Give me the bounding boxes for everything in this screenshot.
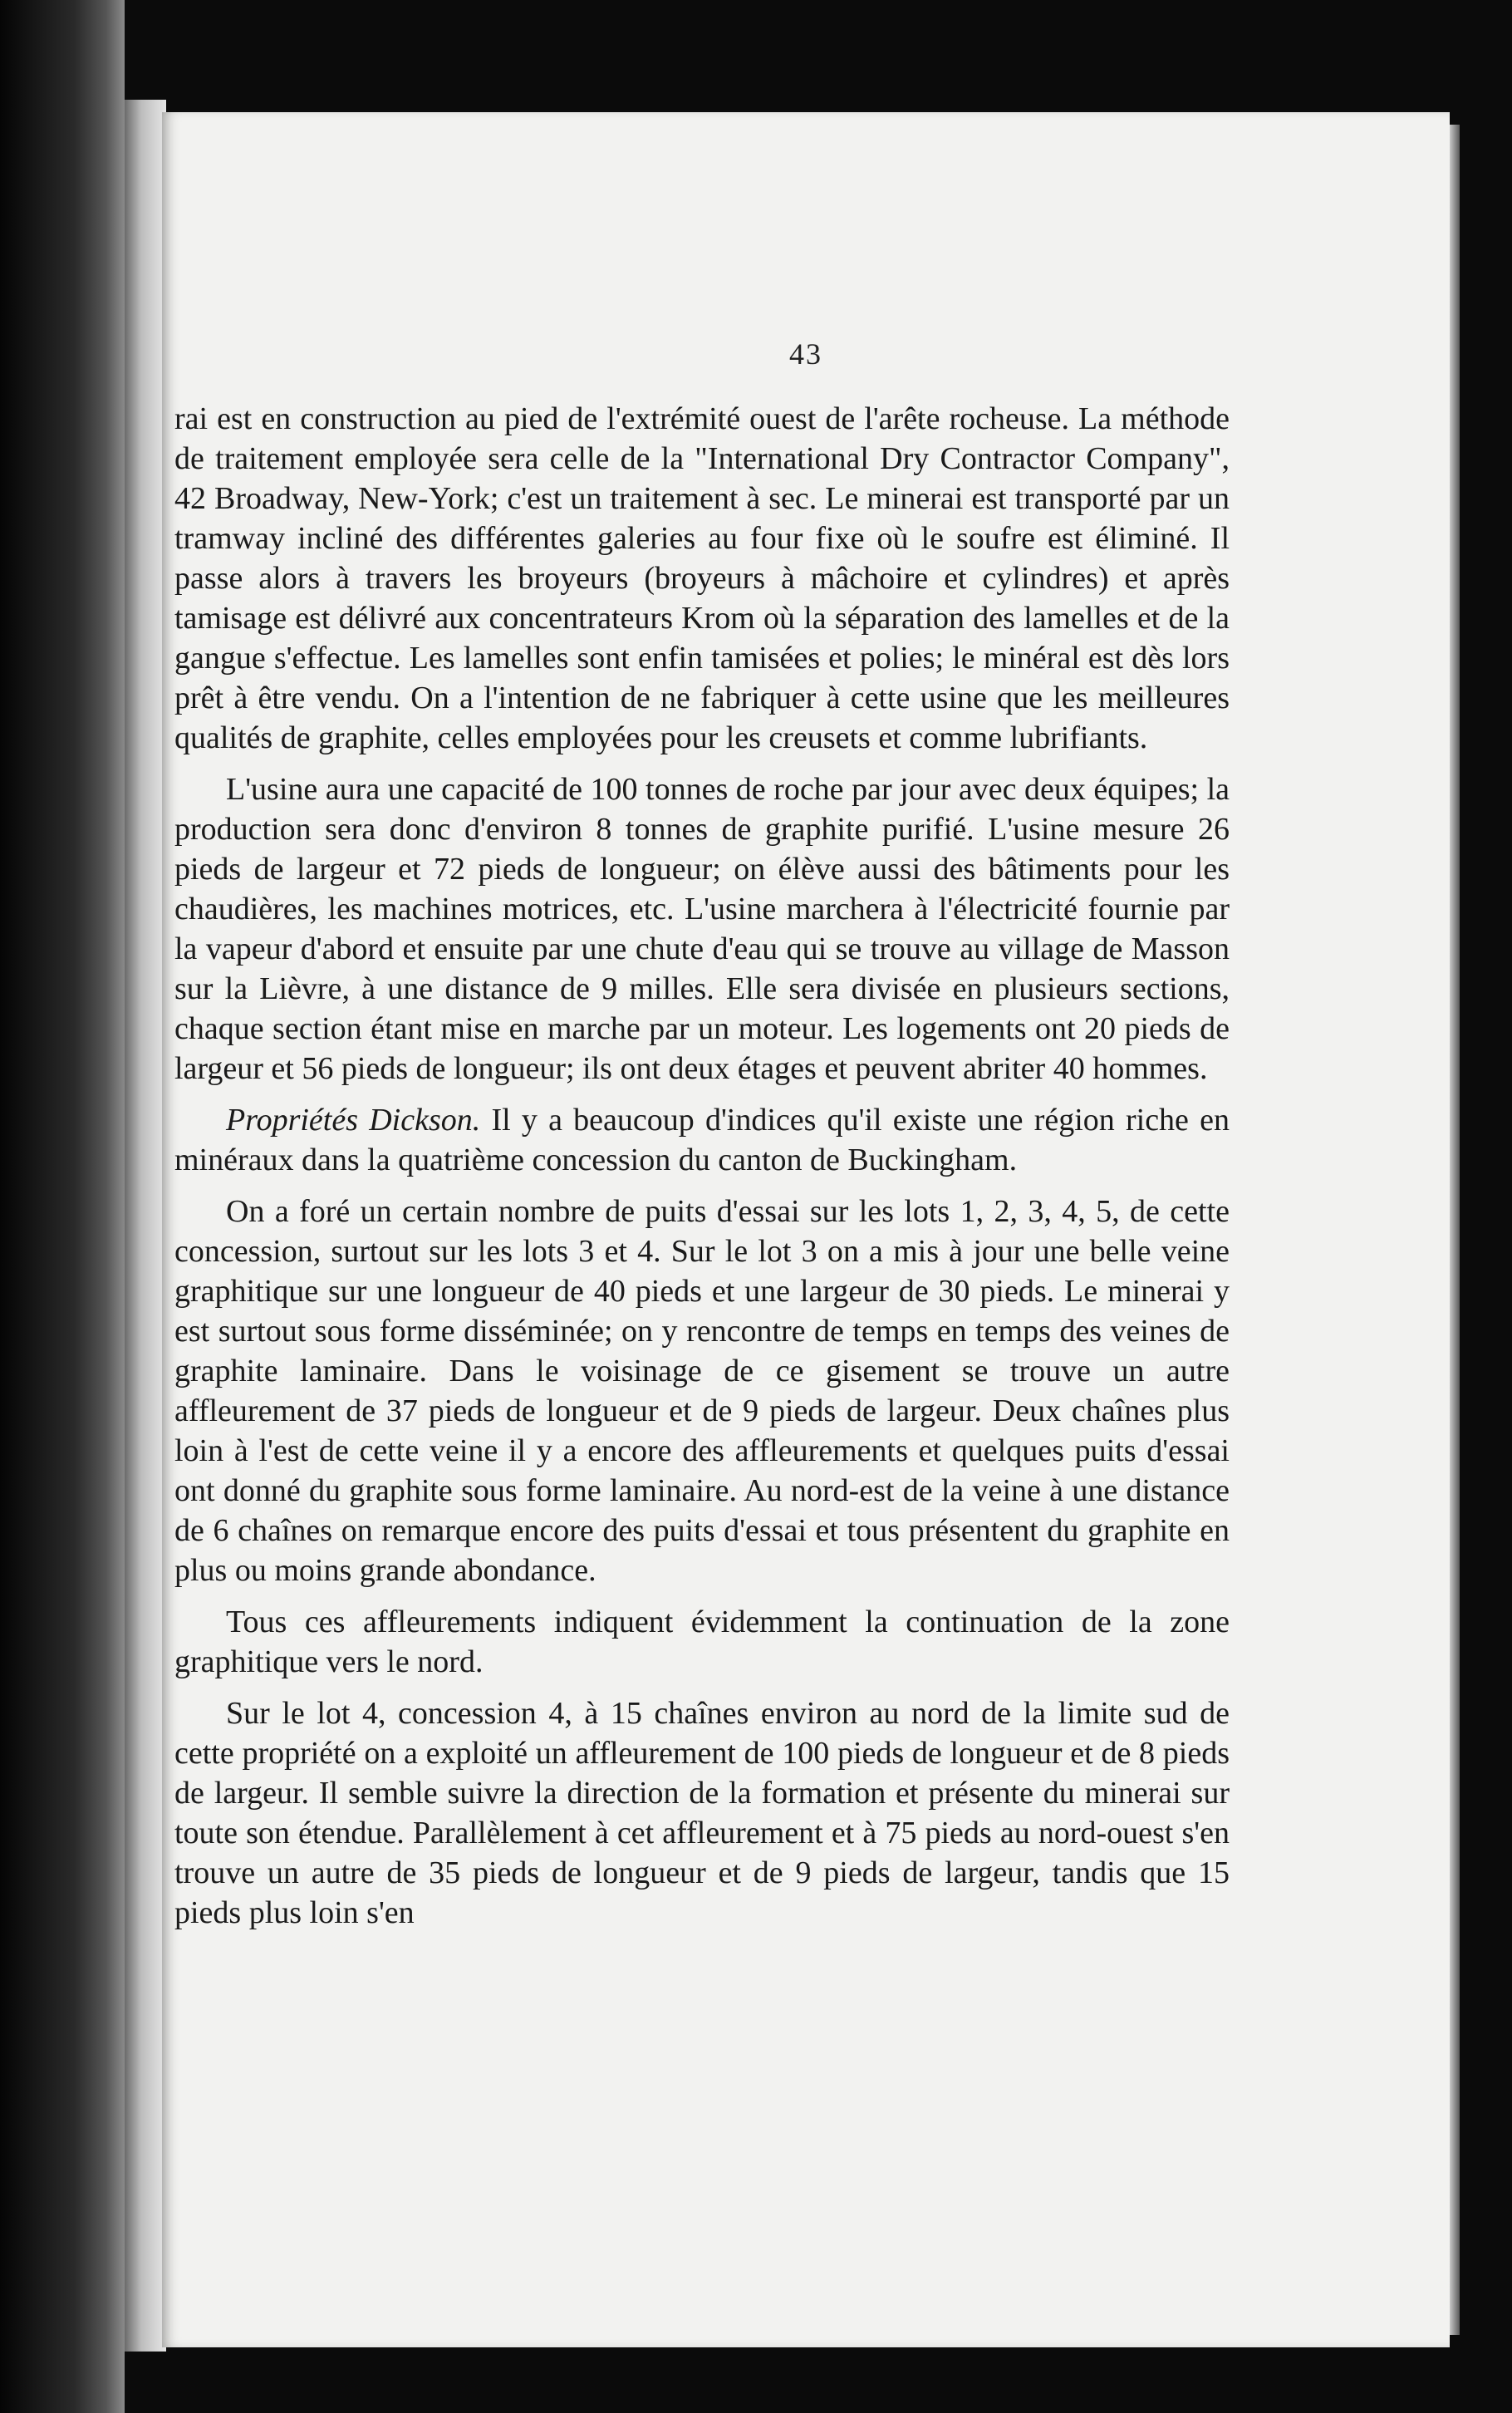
paragraph (174, 1693, 1230, 1933)
paragraph-text: Il y a beaucoup d'indices qu'il existe une région riche en minéraux dans la quatrième concession du canton de Buckingham. (174, 1103, 1230, 1177)
section-heading-inline: Propriétés Dickson. (226, 1103, 481, 1138)
paragraph-text: On a foré un certain nombre de puits d'essai sur les lots 1, 2, 3, 4, 5, de cette concession, surtout sur les lots 3 et 4. Sur le lot 3 on a mis à jour une belle veine graphitique sur une longueur de 40 pieds et une largeur de 30 pieds. Le minerai y est surtout sous forme disséminée; on y rencontre de temps en temps des veines de graphite laminaire. Dans le voisinage de ce gisement se trouve un autre affleurement de 37 pieds de longueur et de 9 pieds de largeur. Deux chaînes plus loin à l'est de cette veine il y a encore des affleurements et quelques puits d'essai ont donné du graphite sous forme laminaire. Au nord-est de la veine à une distance de 6 chaînes on remarque encore des puits d'essai et tous présentent du graphite en plus ou moins grande abondance. (174, 1194, 1230, 1588)
paragraph (174, 1192, 1230, 1590)
paragraph-text: L'usine aura une capacité de 100 tonnes de roche par jour avec deux équipes; la production sera donc d'environ 8 tonnes de graphite purifié. L'usine mesure 26 pieds de largeur et 72 pieds de longueur; on élève aussi des bâtiments pour les chaudières, les machines motrices, etc. L'usine marchera à l'électricité fournie par la vapeur d'abord et ensuite par une chute d'eau qui se trouve au village de Masson sur la Lièvre, à une distance de 9 milles. Elle sera divisée en plusieurs sections, chaque section étant mise en marche par un moteur. Les logements ont 20 pieds de largeur et 56 pieds de longueur; ils ont deux étages et peuvent abriter 40 hommes. (174, 772, 1230, 1086)
paragraph-text: rai est en construction au pied de l'extrémité ouest de l'arête rocheuse. La méthode de traitement employée sera celle de la "International Dry Contractor Company", 42 Broadway, New-York; c'est un traitement à sec. Le minerai est transporté par un tramway incliné des différentes galeries au four fixe où le soufre est éliminé. Il passe alors à travers les broyeurs (broyeurs à mâchoire et cylindres) et après tamisage est délivré aux concentrateurs Krom où la séparation des lamelles et de la gangue s'effectue. Les lamelles sont enfin tamisées et polies; le minéral est dès lors prêt à être vendu. On a l'intention de ne fabriquer à cette usine que les meilleures qualités de graphite, celles employées pour les creusets et comme lubrifiants. (174, 401, 1230, 755)
page-number: 43 (789, 337, 822, 371)
scan-background-left (0, 0, 125, 2413)
paragraph (174, 1602, 1230, 1682)
paragraph-text: Sur le lot 4, concession 4, à 15 chaînes environ au nord de la limite sud de cette propriété on a exploité un affleurement de 100 pieds de longueur et de 8 pieds de largeur. Il semble suivre la direction de la formation et présente du minerai sur toute son étendue. Parallèlement à cet affleurement et à 75 pieds au nord-ouest s'en trouve un autre de 35 pieds de longueur et de 9 pieds de largeur, tandis que 15 pieds plus loin s'en (174, 1696, 1230, 1930)
paragraph (174, 1100, 1230, 1180)
page-right-edge (1450, 125, 1460, 2335)
paragraph (174, 769, 1230, 1089)
body-text (174, 399, 1230, 1944)
paragraph (174, 399, 1230, 758)
paragraph-text: Tous ces affleurements indiquent évidemment la continuation de la zone graphitique vers le nord. (174, 1605, 1230, 1679)
page-spine (125, 100, 166, 2352)
